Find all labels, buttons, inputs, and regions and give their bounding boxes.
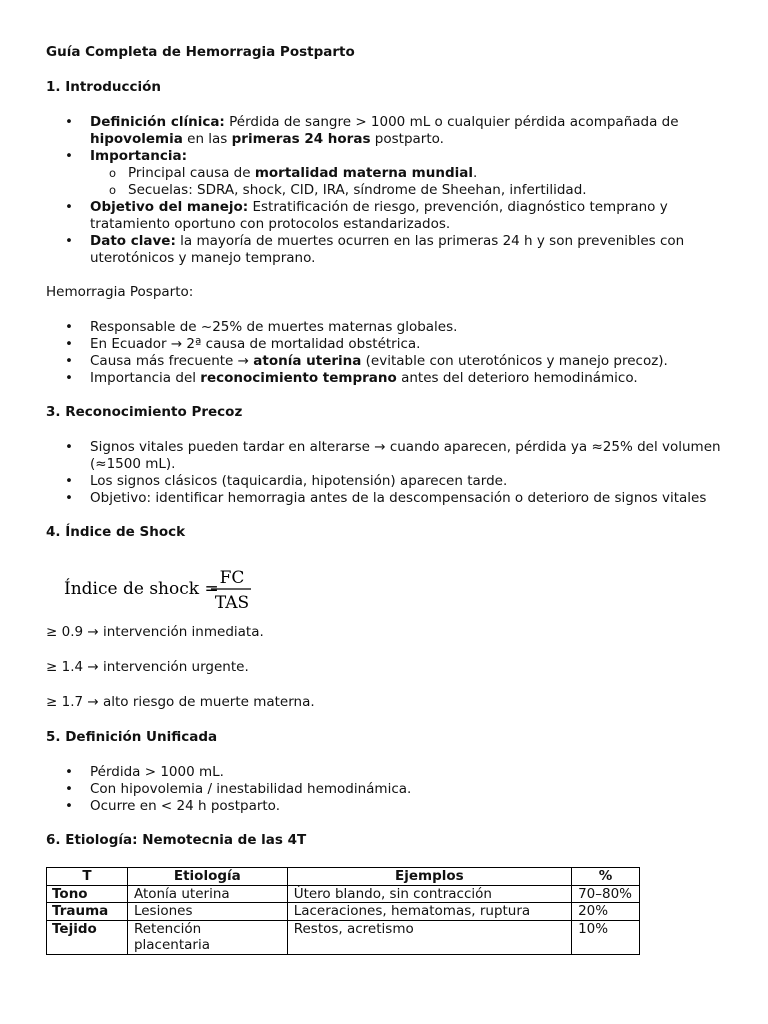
section-6-heading: 6. Etiología: Nemotecnia de las 4T	[46, 832, 307, 848]
list-item: • Los signos clásicos (taquicardia, hipotensión) aparecen tarde.	[90, 473, 736, 490]
table-cell: 10%	[572, 920, 640, 954]
table-cell: Tejido	[47, 920, 128, 954]
threshold-line: ≥ 1.7 → alto riesgo de muerte materna.	[46, 694, 315, 710]
section-3-heading: 3. Reconocimiento Precoz	[46, 404, 243, 420]
list-item: • Responsable de ~25% de muertes maternas globales.	[90, 319, 736, 336]
table-cell: Laceraciones, hematomas, ruptura	[287, 903, 571, 921]
document-title: Guía Completa de Hemorragia Postparto	[46, 44, 355, 60]
list-item: • Dato clave: la mayoría de muertes ocurren en las primeras 24 h y son prevenibles con uterotónicos y manejo temprano.	[90, 233, 736, 267]
table-cell: 20%	[572, 903, 640, 921]
shock-index-formula	[46, 555, 736, 615]
threshold-line: ≥ 1.4 → intervención urgente.	[46, 659, 249, 675]
threshold-line: ≥ 0.9 → intervención inmediata.	[46, 624, 264, 640]
formula-denominator: TAS	[214, 593, 250, 613]
list-item: • Causa más frecuente → atonía uterina (evitable con uterotónicos y manejo precoz).	[90, 353, 736, 370]
list-item: • Objetivo del manejo: Estratificación de riesgo, prevención, diagnóstico temprano y tratamiento oportuno con protocolos estandarizados.	[90, 199, 736, 233]
sub-list-item: o Principal causa de mortalidad materna mundial.	[128, 165, 736, 182]
list-item: • Ocurre en < 24 h postparto.	[90, 798, 736, 815]
list-item: • Pérdida > 1000 mL.	[90, 764, 736, 781]
table-cell: Útero blando, sin contracción	[287, 885, 571, 903]
table-row	[47, 920, 640, 954]
column-header: T	[47, 868, 128, 886]
table-cell: Atonía uterina	[127, 885, 287, 903]
section-3-list	[46, 439, 736, 507]
table-header-row	[47, 868, 640, 886]
column-header: %	[572, 868, 640, 886]
section-5-list	[46, 764, 736, 815]
section-2-list	[46, 319, 736, 387]
list-item: • Importancia: o Principal causa de mortalidad materna mundial. o Secuelas: SDRA, shock, CID, IRA, síndrome de Sheehan, infertilidad.	[90, 148, 736, 199]
list-item: • Signos vitales pueden tardar en alterarse → cuando aparecen, pérdida ya ≈25% del volumen (≈1500 mL).	[90, 439, 736, 473]
list-item: • En Ecuador → 2ª causa de mortalidad obstétrica.	[90, 336, 736, 353]
section-5-heading: 5. Definición Unificada	[46, 729, 218, 745]
section-4-heading: 4. Índice de Shock	[46, 524, 186, 540]
sub-list	[90, 165, 736, 199]
section-1-list	[46, 114, 736, 267]
table-row	[47, 885, 640, 903]
table-cell: Tono	[47, 885, 128, 903]
table-cell: Trauma	[47, 903, 128, 921]
table-cell: Lesiones	[127, 903, 287, 921]
etiology-table	[46, 867, 640, 955]
formula-lhs: Índice de shock =	[64, 579, 219, 599]
table-cell: 70–80%	[572, 885, 640, 903]
document-page	[46, 44, 736, 955]
table-cell: Restos, acretismo	[287, 920, 571, 954]
section-2-heading: Hemorragia Posparto:	[46, 284, 194, 300]
formula-numerator: FC	[219, 568, 245, 588]
table-cell: Retención placentaria	[127, 920, 287, 954]
list-item: • Importancia del reconocimiento temprano antes del deterioro hemodinámico.	[90, 370, 736, 387]
list-item: • Definición clínica: Pérdida de sangre > 1000 mL o cualquier pérdida acompañada de hipovolemia en las primeras 24 horas postparto.	[90, 114, 736, 148]
column-header: Etiología	[127, 868, 287, 886]
table-row	[47, 903, 640, 921]
sub-list-item: o Secuelas: SDRA, shock, CID, IRA, síndrome de Sheehan, infertilidad.	[128, 182, 736, 199]
column-header: Ejemplos	[287, 868, 571, 886]
list-item: • Con hipovolemia / inestabilidad hemodinámica.	[90, 781, 736, 798]
list-item: • Objetivo: identificar hemorragia antes de la descompensación o deterioro de signos vitales	[90, 490, 736, 507]
section-1-heading: 1. Introducción	[46, 79, 162, 95]
